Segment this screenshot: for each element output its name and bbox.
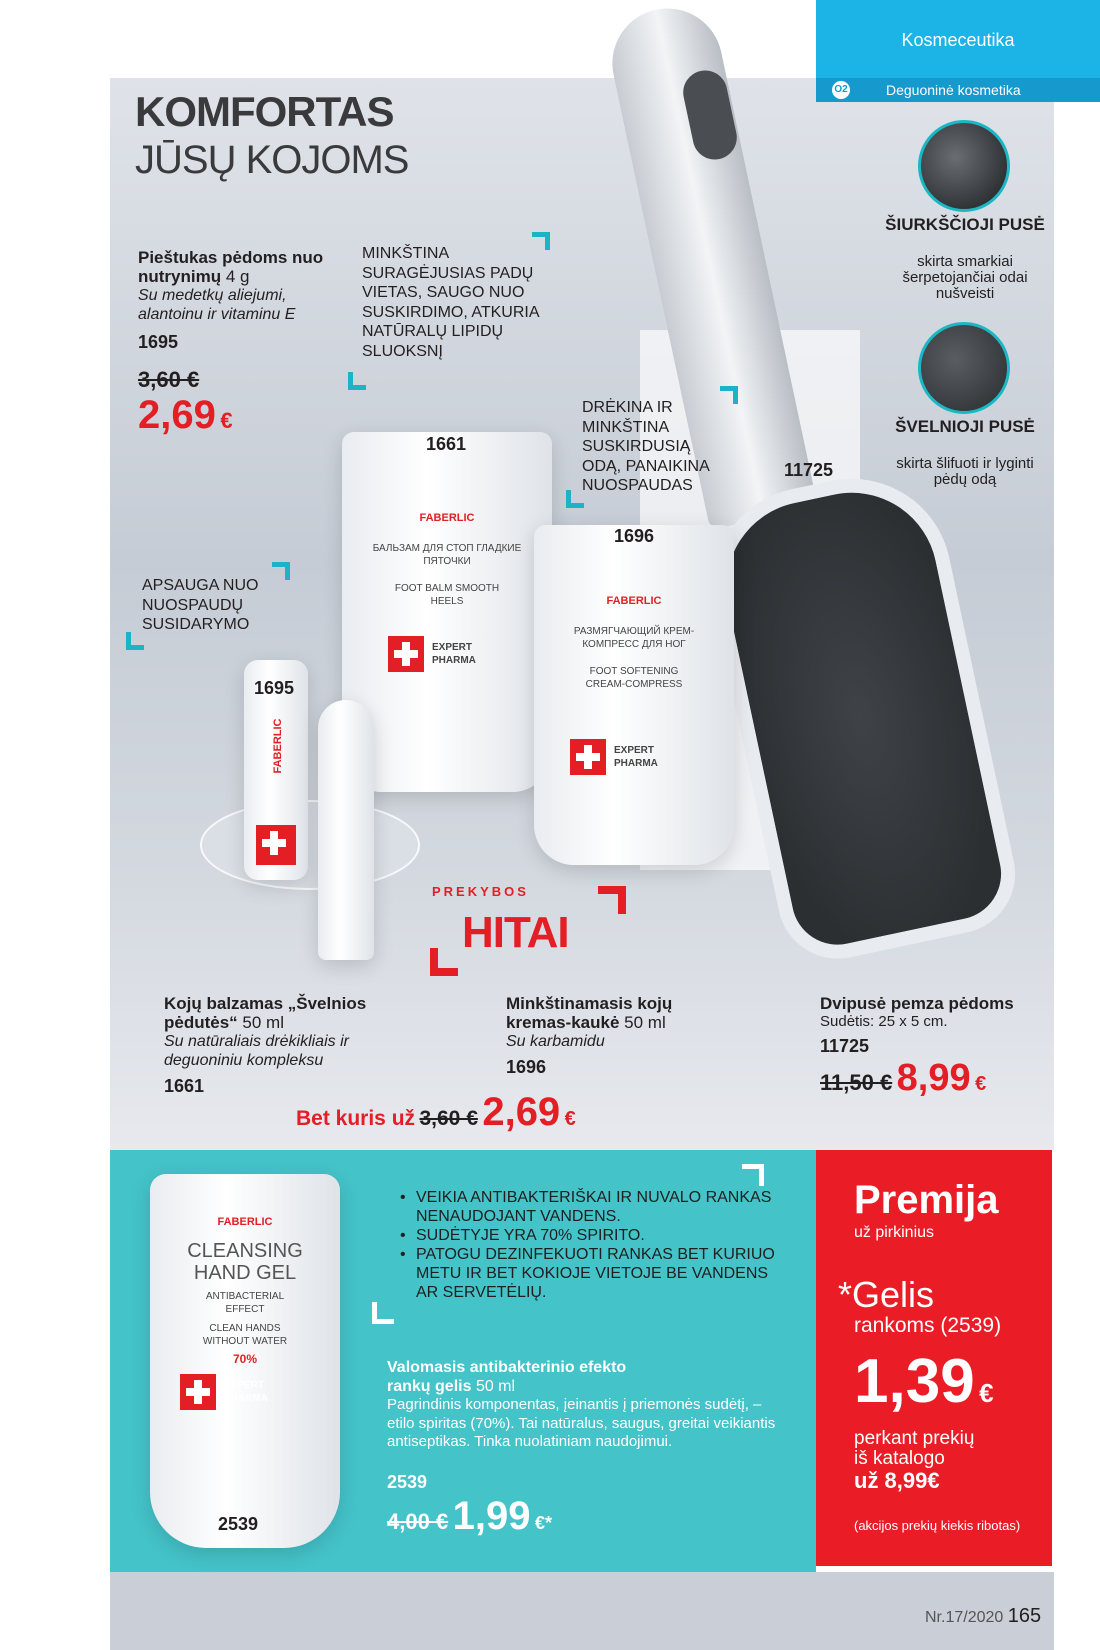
mask-ru-text: РАЗМЯГЧАЮЩИЙ КРЕМ-КОМПРЕСС ДЛЯ НОГ	[573, 626, 695, 650]
corner-mark	[348, 372, 366, 390]
premium-item-sub: rankoms (2539)	[854, 1314, 1002, 1337]
file-new-price: 8,99	[896, 1057, 971, 1099]
stick-brand: FABERLIC	[272, 718, 284, 774]
premium-section	[816, 1150, 1052, 1566]
stick-code: 1695	[138, 332, 179, 352]
balm-brand: FABERLIC	[419, 512, 475, 524]
balm-desc: Su natūraliais drėkikliais ir deguoniniu kompleksu	[164, 1033, 349, 1069]
stick-new-price: 2,69	[138, 393, 216, 437]
mask-image-code: 1696	[614, 526, 655, 546]
corner-mark	[566, 490, 584, 508]
gel-old-price: 4,00 €	[387, 1509, 449, 1534]
premium-cond3: už 8,99€	[854, 1468, 940, 1493]
claim-softens: MINKŠTINA SURAGĖJUSIAS PADŲ VIETAS, SAUGO NUO SUSKIRDIMO, ATKURIA NATŪRALŲ LIPIDŲ SLUOKSNĮ	[362, 245, 539, 360]
gel-image-code: 2539	[218, 1514, 259, 1534]
claim-moisturizes: DRĖKINA IR MINKŠTINA SUSKIRDUSIĄ ODĄ, PANAIKINA NUOSPAUDAS	[582, 399, 709, 494]
subcategory-label: Deguoninė kosmetika	[886, 82, 1021, 98]
file-image-code: 11725	[784, 460, 834, 480]
gel-brand: FABERLIC	[217, 1216, 273, 1228]
gel-tube-image	[150, 1174, 340, 1548]
file-name: Dvipusė pemza pėdoms	[820, 994, 1014, 1013]
stick-new-price-wrap	[138, 393, 338, 438]
gel-new-price: 1,99	[452, 1494, 531, 1538]
stick-image-code: 1695	[254, 678, 295, 698]
stick-desc: Su medetkų aliejumi, alantoinu ir vitaminu E	[138, 287, 296, 323]
soft-side-desc: skirta šlifuoti ir lyginti pėdų odą	[896, 455, 1034, 488]
stick-body-image	[318, 700, 374, 960]
file-old-price: 11,50 €	[820, 1070, 893, 1095]
gel-name[interactable]: Valomasis antibakterinio efekto rankų gelis 50 ml	[387, 1359, 627, 1395]
file-price-wrap	[820, 1057, 1050, 1100]
any-offer-old-price: 3,60 €	[419, 1107, 478, 1130]
gel-bullet: • PATOGU DEZINFEKUOTI RANKAS BET KURIUO METU IR BET KOKIOJE VIETOJE BE VANDENS AR SERVETĖLIŲ.	[400, 1245, 780, 1302]
premium-note: (akcijos prekių kiekis ribotas)	[854, 1518, 1021, 1533]
stick-product[interactable]	[138, 248, 338, 438]
glass-pedestal	[200, 800, 420, 890]
rough-side-swatch	[918, 120, 1010, 212]
rough-side-title: ŠIURKŠČIOJI PUSĖ	[885, 215, 1045, 234]
corner-mark	[372, 1302, 394, 1324]
stick-old-price: 3,60 €	[138, 367, 200, 392]
gel-price-wrap	[387, 1494, 552, 1539]
balm-ru-text: БАЛЬЗАМ ДЛЯ СТОП ГЛАДКИЕ ПЯТОЧКИ	[372, 543, 522, 567]
any-offer-currency: €	[564, 1108, 576, 1130]
hits-label: PREKYBOS	[432, 884, 529, 899]
gel-bullet: • SUDĖTYJE YRA 70% SPIRITO.	[400, 1226, 780, 1245]
mask-tube-image	[534, 525, 734, 865]
balm-product[interactable]	[164, 994, 404, 1097]
mask-code: 1696	[506, 1057, 547, 1077]
gel-code: 2539	[387, 1472, 428, 1492]
balm-code: 1661	[164, 1076, 205, 1096]
balm-size: 50 ml	[242, 1013, 284, 1032]
hits-title: HITAI	[462, 908, 569, 957]
oxygen-icon: O2	[832, 81, 850, 99]
gel-desc: Pagrindinis komponentas, įeinantis į priemonės sudėtį, – etilo spiritas (70%). Tai natūralus, saugus, greitai veikiantis antiseptikas. Tinka nuolatiniam naudojimui.	[387, 1396, 776, 1450]
page-subtitle: JŪSŲ KOJOMS	[135, 138, 409, 182]
stick-size: 4 g	[225, 267, 250, 286]
premium-item: *Gelis	[838, 1274, 935, 1315]
any-offer	[296, 1090, 576, 1135]
mask-brand: FABERLIC	[606, 595, 662, 607]
mask-product[interactable]	[506, 994, 716, 1078]
balm-line-text: EXPERT PHARMA	[432, 642, 476, 666]
premium-subtitle: už pirkinius	[854, 1224, 935, 1241]
rough-side-desc: skirta smarkiai šerpetojančiai odai nušveisti	[902, 253, 1028, 302]
pharma-cross-icon	[256, 825, 296, 865]
premium-title: Premija	[854, 1178, 999, 1222]
footer-strip	[110, 1572, 1054, 1650]
premium-currency: €	[979, 1378, 994, 1408]
category-tab[interactable]	[816, 0, 1100, 78]
category-label: Kosmeceutika	[901, 30, 1015, 50]
gel-size: 50 ml	[475, 1378, 516, 1395]
subcategory-bar[interactable]	[816, 78, 1100, 102]
soft-side-title: ŠVELNIOJI PUSĖ	[895, 417, 1035, 436]
gel-pack-sub: ANTIBACTERIAL EFFECT	[205, 1291, 285, 1315]
gel-pack-sub2: CLEAN HANDS WITHOUT WATER	[202, 1323, 288, 1347]
gel-bullets	[400, 1188, 780, 1302]
pharma-cross-icon	[570, 739, 606, 775]
balm-image-code: 1661	[426, 434, 467, 454]
any-offer-label: Bet kuris už	[296, 1107, 416, 1130]
soft-side-swatch	[918, 322, 1010, 414]
page-number: 165	[1007, 1605, 1042, 1627]
pharma-cross-icon	[180, 1374, 216, 1410]
hits-badge	[430, 880, 630, 980]
file-product[interactable]	[820, 994, 1050, 1100]
corner-mark	[126, 632, 144, 650]
premium-cond2: iš katalogo	[854, 1448, 945, 1469]
premium-price-wrap	[854, 1346, 994, 1417]
mask-name: Minkštinamasis kojų kremas-kaukė 50 ml	[506, 994, 673, 1032]
page-title: KOMFORTAS	[135, 88, 394, 135]
file-currency: €	[975, 1073, 987, 1095]
balm-en-text: FOOT BALM SMOOTH HEELS	[394, 583, 500, 607]
issue-number: Nr.17/2020	[925, 1609, 1004, 1626]
gel-bullet: • VEIKIA ANTIBAKTERIŠKAI IR NUVALO RANKAS NENAUDOJANT VANDENS.	[400, 1188, 780, 1226]
file-desc: Sudėtis: 25 x 5 cm.	[820, 1013, 948, 1030]
premium-cond1: perkant prekių	[854, 1428, 975, 1449]
gel-currency: €*	[534, 1513, 552, 1533]
balm-name: Kojų balzamas „Švelnios pėdutės“ 50 ml	[164, 994, 367, 1032]
gel-pack-line: EXPERT PHARMA	[224, 1380, 268, 1404]
mask-size: 50 ml	[624, 1013, 666, 1032]
mask-en-text: FOOT SOFTENING CREAM-COMPRESS	[585, 666, 683, 690]
premium-price: 1,39	[854, 1347, 975, 1416]
mask-line-text: EXPERT PHARMA	[614, 745, 658, 769]
corner-mark	[742, 1164, 764, 1186]
gel-pack-pct: 70%	[232, 1352, 258, 1366]
stick-currency: €	[220, 408, 233, 433]
stick-name: Pieštukas pėdoms nuo nutrynimų 4 g	[138, 248, 324, 286]
hits-corner-tr	[598, 886, 626, 914]
hits-corner-bl	[430, 948, 458, 976]
mask-desc: Su karbamidu	[506, 1033, 605, 1050]
pharma-cross-icon	[388, 636, 424, 672]
page-footer	[925, 1605, 1041, 1628]
gel-pack-title: CLEANSING HAND GEL	[187, 1240, 303, 1284]
claim-protects: APSAUGA NUO NUOSPAUDŲ SUSIDARYMO	[142, 577, 259, 633]
file-code: 11725	[820, 1036, 870, 1056]
any-offer-new-price: 2,69	[482, 1090, 561, 1134]
